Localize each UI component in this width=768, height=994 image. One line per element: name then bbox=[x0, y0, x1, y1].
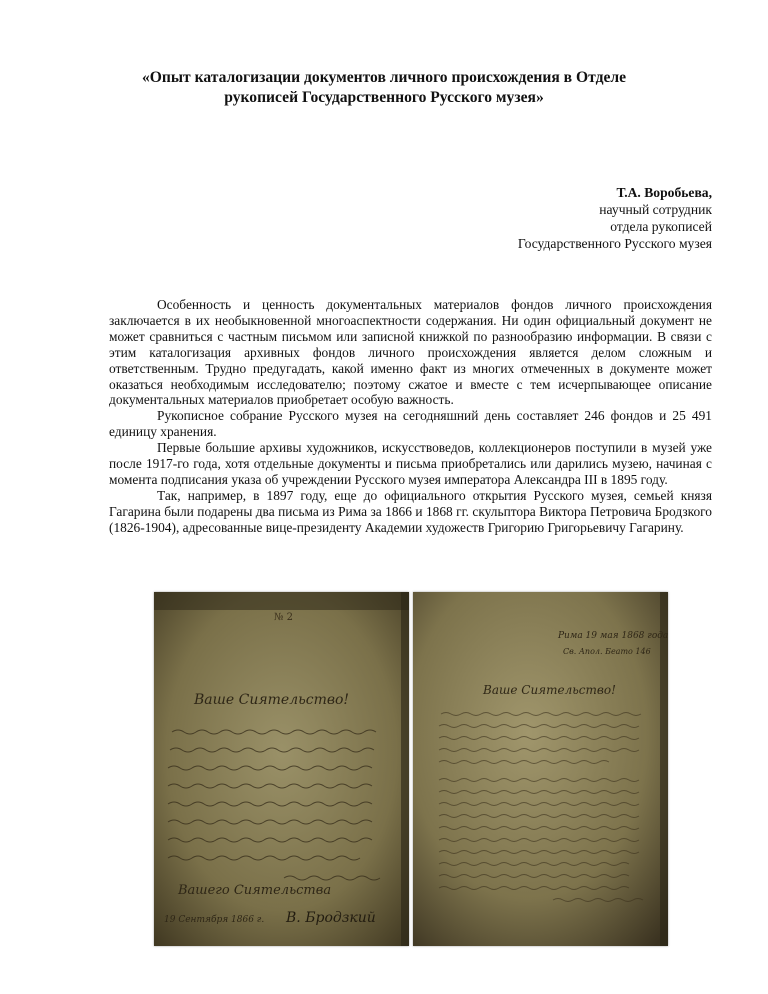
letter-left-image bbox=[154, 592, 409, 946]
letter-right-header-1: Рима 19 мая 1868 года bbox=[558, 631, 668, 641]
title-line-2: рукописей Государственного Русского музея» bbox=[224, 89, 544, 106]
letter-photo-left bbox=[154, 592, 409, 946]
title-line-1: «Опыт каталогизации документов личного происхождения в Отделе bbox=[141, 69, 627, 86]
author-position: научный сотрудник bbox=[599, 202, 712, 217]
letter-left-number: № 2 bbox=[274, 612, 294, 623]
letter-left-closing: Вашего Сиятельства bbox=[178, 883, 332, 898]
paragraph-3: Первые большие архивы художников, искусствоведов, коллекционеров поступили в музей уже после 1917-го года, хотя отдельные документы и письма приобретались или дарились музею, начиная с момента подписания указа об учреждении Русского музея императора Александра III в 1895 году. bbox=[109, 440, 712, 487]
paragraph-1: Особенность и ценность документальных материалов фондов личного происхождения заключается в их необыкновенной многоаспектности содержания. Ни один официальный документ не может сравниться с частным письмом или записной книжкой по разнообразию информации. В связи с этим каталогизация архивных фондов личного происхождения является делом сложным и ответственным. Трудно предугадать, какой именно факт из многих отмеченных в документе может оказаться необходимым исследователю; поэтому сжатое и вместе с тем исчерпывающее описание документальных материалов приобретает особую важность. bbox=[109, 297, 712, 408]
letter-left-date: 19 Сентября 1866 г. bbox=[164, 915, 265, 925]
author-department: отдела рукописей bbox=[610, 219, 712, 234]
letter-right-header-2: Св. Апол. Беато 146 bbox=[563, 647, 651, 656]
letter-left-signature: В. Бродзкий bbox=[286, 910, 376, 926]
letter-photo-right bbox=[413, 592, 668, 946]
author-name: Т.А. Воробьева, bbox=[616, 185, 712, 200]
letter-left-salutation: Ваше Сиятельство! bbox=[194, 692, 350, 708]
letter-right-image bbox=[413, 592, 668, 946]
paragraph-2: Рукописное собрание Русского музея на сегодняшний день составляет 246 фондов и 25 491 единицу хранения. bbox=[109, 408, 712, 440]
letter-right-salutation: Ваше Сиятельство! bbox=[483, 683, 616, 697]
document-title bbox=[110, 68, 658, 108]
paragraph-4: Так, например, в 1897 году, еще до официального открытия Русского музея, семьей князя Гагарина были подарены два письма из Рима за 1866 и 1868 гг. скульптора Виктора Петровича Бродзкого (1826-1904), адресованные вице-президенту Академии художеств Григорию Григорьевичу Гагарину. bbox=[109, 487, 712, 535]
author-institution: Государственного Русского музея bbox=[517, 236, 712, 251]
author-block bbox=[518, 184, 712, 252]
article-body bbox=[109, 297, 712, 536]
